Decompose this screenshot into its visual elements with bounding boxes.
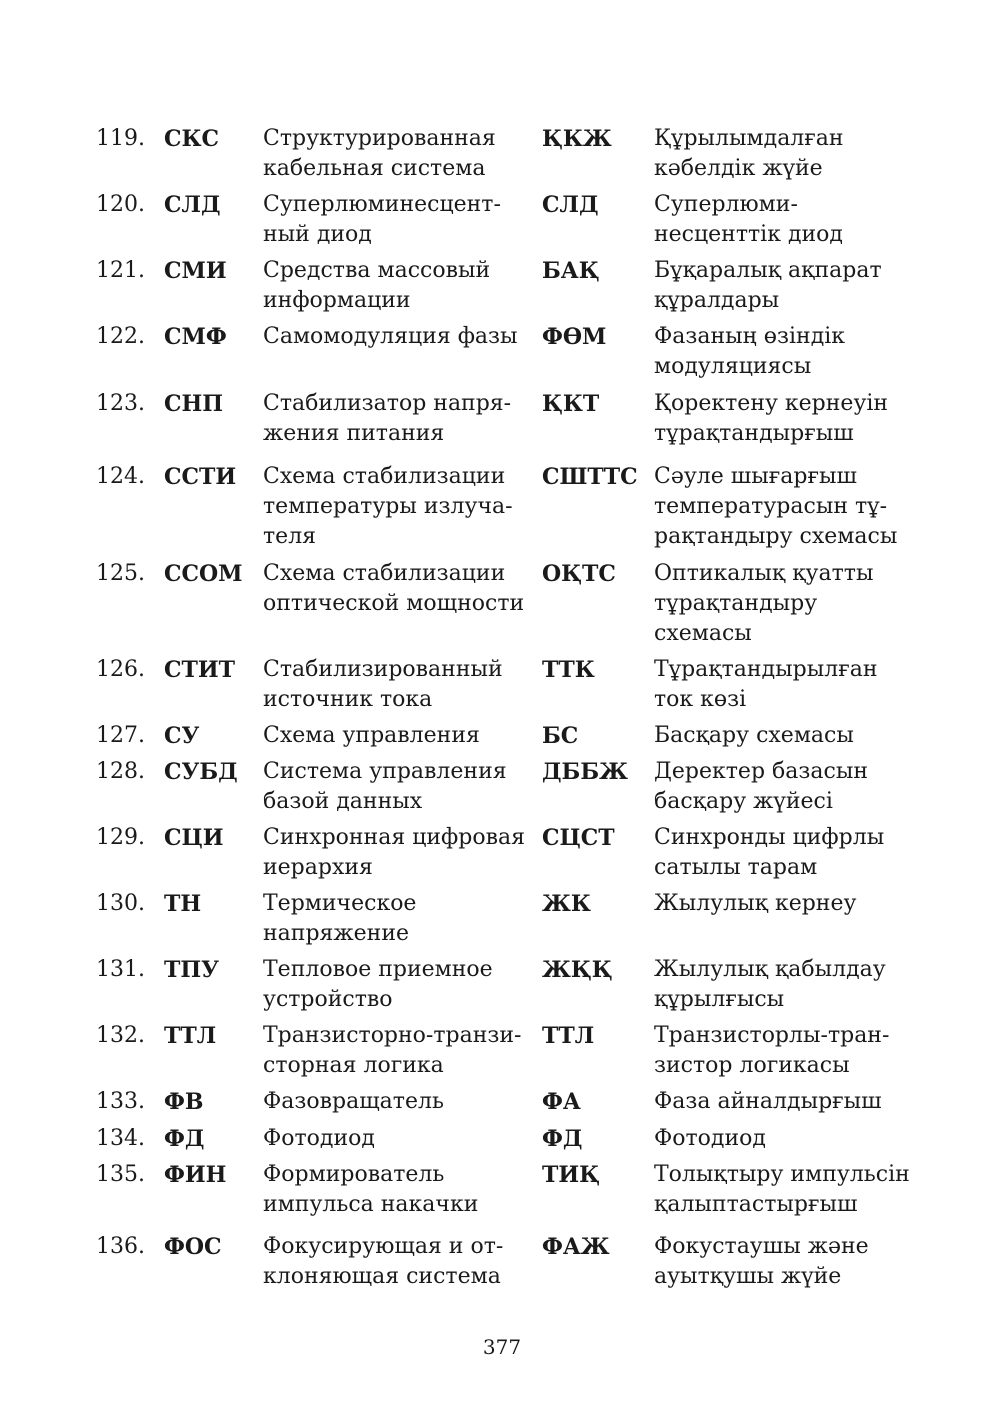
russian-term-line: Схема стабилизации bbox=[263, 561, 506, 586]
kazakh-term bbox=[654, 721, 954, 751]
russian-term bbox=[263, 256, 538, 316]
kazakh-term-line: Бұқаралық ақпарат bbox=[654, 258, 882, 283]
russian-term bbox=[263, 655, 538, 715]
entry-number: 121. bbox=[96, 258, 145, 283]
russian-abbreviation: ТН bbox=[164, 891, 202, 917]
russian-term-line: жения питания bbox=[263, 421, 445, 446]
russian-term bbox=[263, 322, 538, 352]
russian-term bbox=[263, 1021, 538, 1081]
entry-number: 128. bbox=[96, 759, 145, 784]
russian-term-line: импульса накачки bbox=[263, 1192, 479, 1217]
russian-term-line: Термическое bbox=[263, 891, 417, 916]
russian-term-line: Схема управления bbox=[263, 723, 480, 748]
kazakh-term-line: қалыптастырғыш bbox=[654, 1192, 858, 1217]
russian-term-line: Стабилизатор напря- bbox=[263, 391, 512, 416]
kazakh-abbreviation: ФӨМ bbox=[542, 324, 607, 350]
kazakh-abbreviation: ДББЖ bbox=[542, 759, 629, 785]
kazakh-abbreviation: ФА bbox=[542, 1089, 581, 1115]
russian-abbreviation: СЛД bbox=[164, 192, 221, 218]
russian-abbreviation: ФД bbox=[164, 1126, 205, 1152]
entry-number: 120. bbox=[96, 192, 145, 217]
russian-term-line: температуры излуча- bbox=[263, 494, 513, 519]
kazakh-term-line: ауытқушы жүйе bbox=[654, 1264, 842, 1289]
kazakh-abbreviation: СШТТС bbox=[542, 464, 638, 490]
entry-number: 119. bbox=[96, 126, 145, 151]
russian-term-line: ный диод bbox=[263, 222, 372, 247]
kazakh-abbreviation: ҚКТ bbox=[542, 391, 600, 417]
entry-number: 136. bbox=[96, 1234, 145, 1259]
kazakh-abbreviation: ФД bbox=[542, 1126, 583, 1152]
russian-term bbox=[263, 389, 538, 449]
kazakh-term bbox=[654, 559, 954, 649]
russian-term-line: Транзисторно-транзи- bbox=[263, 1023, 522, 1048]
russian-term-line: Формирователь bbox=[263, 1162, 445, 1187]
kazakh-term-line: Құрылымдалған bbox=[654, 126, 844, 151]
entry-number: 125. bbox=[96, 561, 145, 586]
kazakh-abbreviation: ЖК bbox=[542, 891, 591, 917]
russian-abbreviation: СМИ bbox=[164, 258, 227, 284]
kazakh-term-line: Фотодиод bbox=[654, 1126, 766, 1151]
entry-number: 132. bbox=[96, 1023, 145, 1048]
russian-term bbox=[263, 559, 538, 619]
russian-term-line: информации bbox=[263, 288, 411, 313]
kazakh-abbreviation: ТТК bbox=[542, 657, 595, 683]
russian-term-line: напряжение bbox=[263, 921, 410, 946]
kazakh-term-line: температурасын тұ- bbox=[654, 494, 888, 519]
russian-abbreviation: ТТЛ bbox=[164, 1023, 217, 1049]
entry-number: 129. bbox=[96, 825, 145, 850]
russian-abbreviation: СМФ bbox=[164, 324, 227, 350]
entry-number: 126. bbox=[96, 657, 145, 682]
russian-term-line: кабельная система bbox=[263, 156, 486, 181]
russian-abbreviation: ССОМ bbox=[164, 561, 243, 587]
russian-abbreviation: ФВ bbox=[164, 1089, 204, 1115]
russian-abbreviation: ФИН bbox=[164, 1162, 227, 1188]
kazakh-term-line: несценттік диод bbox=[654, 222, 843, 247]
russian-abbreviation: СЦИ bbox=[164, 825, 224, 851]
russian-term-line: иерархия bbox=[263, 855, 373, 880]
kazakh-term bbox=[654, 955, 954, 1015]
russian-term-line: Фокусирующая и от- bbox=[263, 1234, 504, 1259]
kazakh-term bbox=[654, 322, 954, 382]
kazakh-term bbox=[654, 889, 954, 919]
entry-number: 135. bbox=[96, 1162, 145, 1187]
entry-number: 122. bbox=[96, 324, 145, 349]
russian-term-line: оптической мощности bbox=[263, 591, 525, 616]
kazakh-term bbox=[654, 1232, 954, 1292]
kazakh-term-line: Тұрақтандырылған bbox=[654, 657, 878, 682]
kazakh-term bbox=[654, 462, 954, 552]
russian-abbreviation: СТИТ bbox=[164, 657, 236, 683]
kazakh-term-line: Деректер базасын bbox=[654, 759, 868, 784]
entry-number: 127. bbox=[96, 723, 145, 748]
russian-term-line: базой данных bbox=[263, 789, 423, 814]
entry-number: 130. bbox=[96, 891, 145, 916]
kazakh-term-line: рақтандыру схемасы bbox=[654, 524, 898, 549]
kazakh-term-line: ток көзі bbox=[654, 687, 747, 712]
page-number: 377 bbox=[482, 1335, 522, 1359]
russian-term-line: Стабилизированный bbox=[263, 657, 503, 682]
russian-term-line: теля bbox=[263, 524, 317, 549]
russian-term-line: Тепловое приемное bbox=[263, 957, 493, 982]
entry-number: 123. bbox=[96, 391, 145, 416]
kazakh-term-line: құралдары bbox=[654, 288, 780, 313]
russian-term-line: клоняющая система bbox=[263, 1264, 501, 1289]
russian-term-line: сторная логика bbox=[263, 1053, 444, 1078]
russian-term bbox=[263, 955, 538, 1015]
kazakh-abbreviation: ТИҚ bbox=[542, 1162, 600, 1188]
russian-term bbox=[263, 462, 538, 552]
russian-term bbox=[263, 1124, 538, 1154]
kazakh-term-line: Фокустаушы және bbox=[654, 1234, 869, 1259]
kazakh-term bbox=[654, 389, 954, 449]
kazakh-term-line: Қоректену кернеуін bbox=[654, 391, 889, 416]
kazakh-term-line: Транзисторлы-тран- bbox=[654, 1023, 890, 1048]
russian-term bbox=[263, 124, 538, 184]
entry-number: 131. bbox=[96, 957, 145, 982]
russian-term bbox=[263, 823, 538, 883]
kazakh-abbreviation: СЛД bbox=[542, 192, 599, 218]
russian-term-line: Синхронная цифровая bbox=[263, 825, 525, 850]
entry-number: 134. bbox=[96, 1126, 145, 1151]
russian-term-line: Фотодиод bbox=[263, 1126, 375, 1151]
kazakh-term bbox=[654, 823, 954, 883]
russian-term-line: Средства массовый bbox=[263, 258, 491, 283]
kazakh-term bbox=[654, 1021, 954, 1081]
russian-abbreviation: СУБД bbox=[164, 759, 238, 785]
russian-abbreviation: ФОС bbox=[164, 1234, 222, 1260]
russian-term bbox=[263, 190, 538, 250]
kazakh-term-line: сатылы тарам bbox=[654, 855, 818, 880]
kazakh-abbreviation: БС bbox=[542, 723, 579, 749]
russian-abbreviation: ССТИ bbox=[164, 464, 237, 490]
kazakh-term bbox=[654, 757, 954, 817]
kazakh-abbreviation: ТТЛ bbox=[542, 1023, 595, 1049]
kazakh-term-line: тұрақтандырғыш bbox=[654, 421, 854, 446]
russian-term-line: Система управления bbox=[263, 759, 507, 784]
kazakh-term-line: Фазаның өзіндік bbox=[654, 324, 846, 349]
kazakh-term-line: Оптикалық қуатты bbox=[654, 561, 874, 586]
kazakh-abbreviation: БАҚ bbox=[542, 258, 600, 284]
kazakh-abbreviation: СЦСТ bbox=[542, 825, 615, 851]
entry-number: 133. bbox=[96, 1089, 145, 1114]
kazakh-term-line: тұрақтандыру bbox=[654, 591, 818, 616]
kazakh-term bbox=[654, 256, 954, 316]
kazakh-term-line: басқару жүйесі bbox=[654, 789, 833, 814]
russian-abbreviation: СКС bbox=[164, 126, 220, 152]
russian-abbreviation: СУ bbox=[164, 723, 200, 749]
russian-term-line: Структурированная bbox=[263, 126, 496, 151]
kazakh-term bbox=[654, 1087, 954, 1117]
kazakh-term-line: схемасы bbox=[654, 621, 752, 646]
russian-term bbox=[263, 757, 538, 817]
kazakh-abbreviation: ЖҚҚ bbox=[542, 957, 613, 983]
russian-term-line: Суперлюминесцент- bbox=[263, 192, 501, 217]
kazakh-term bbox=[654, 1124, 954, 1154]
russian-term bbox=[263, 1160, 538, 1220]
kazakh-term-line: зистор логикасы bbox=[654, 1053, 850, 1078]
russian-term-line: Фазовращатель bbox=[263, 1089, 444, 1114]
kazakh-term-line: Синхронды цифрлы bbox=[654, 825, 885, 850]
kazakh-term-line: құрылғысы bbox=[654, 987, 785, 1012]
russian-abbreviation: СНП bbox=[164, 391, 224, 417]
russian-term bbox=[263, 889, 538, 949]
russian-term bbox=[263, 1232, 538, 1292]
kazakh-term-line: Сәуле шығарғыш bbox=[654, 464, 857, 489]
kazakh-term bbox=[654, 1160, 954, 1220]
kazakh-term-line: Фаза айналдырғыш bbox=[654, 1089, 882, 1114]
kazakh-abbreviation: ОҚТС bbox=[542, 561, 616, 587]
kazakh-abbreviation: ФАЖ bbox=[542, 1234, 610, 1260]
kazakh-abbreviation: ҚКЖ bbox=[542, 126, 612, 152]
russian-term-line: Схема стабилизации bbox=[263, 464, 506, 489]
kazakh-term-line: Суперлюми- bbox=[654, 192, 798, 217]
kazakh-term-line: Жылулық кернеу bbox=[654, 891, 857, 916]
kazakh-term-line: Жылулық қабылдау bbox=[654, 957, 886, 982]
russian-term-line: Самомодуляция фазы bbox=[263, 324, 518, 349]
kazakh-term-line: кәбелдік жүйе bbox=[654, 156, 823, 181]
russian-term bbox=[263, 721, 538, 751]
russian-abbreviation: ТПУ bbox=[164, 957, 219, 983]
kazakh-term bbox=[654, 190, 954, 250]
russian-term-line: источник тока bbox=[263, 687, 433, 712]
kazakh-term-line: модуляциясы bbox=[654, 354, 812, 379]
russian-term-line: устройство bbox=[263, 987, 393, 1012]
entry-number: 124. bbox=[96, 464, 145, 489]
kazakh-term-line: Басқару схемасы bbox=[654, 723, 854, 748]
russian-term bbox=[263, 1087, 538, 1117]
kazakh-term bbox=[654, 655, 954, 715]
kazakh-term bbox=[654, 124, 954, 184]
kazakh-term-line: Толықтыру импульсін bbox=[654, 1162, 910, 1187]
